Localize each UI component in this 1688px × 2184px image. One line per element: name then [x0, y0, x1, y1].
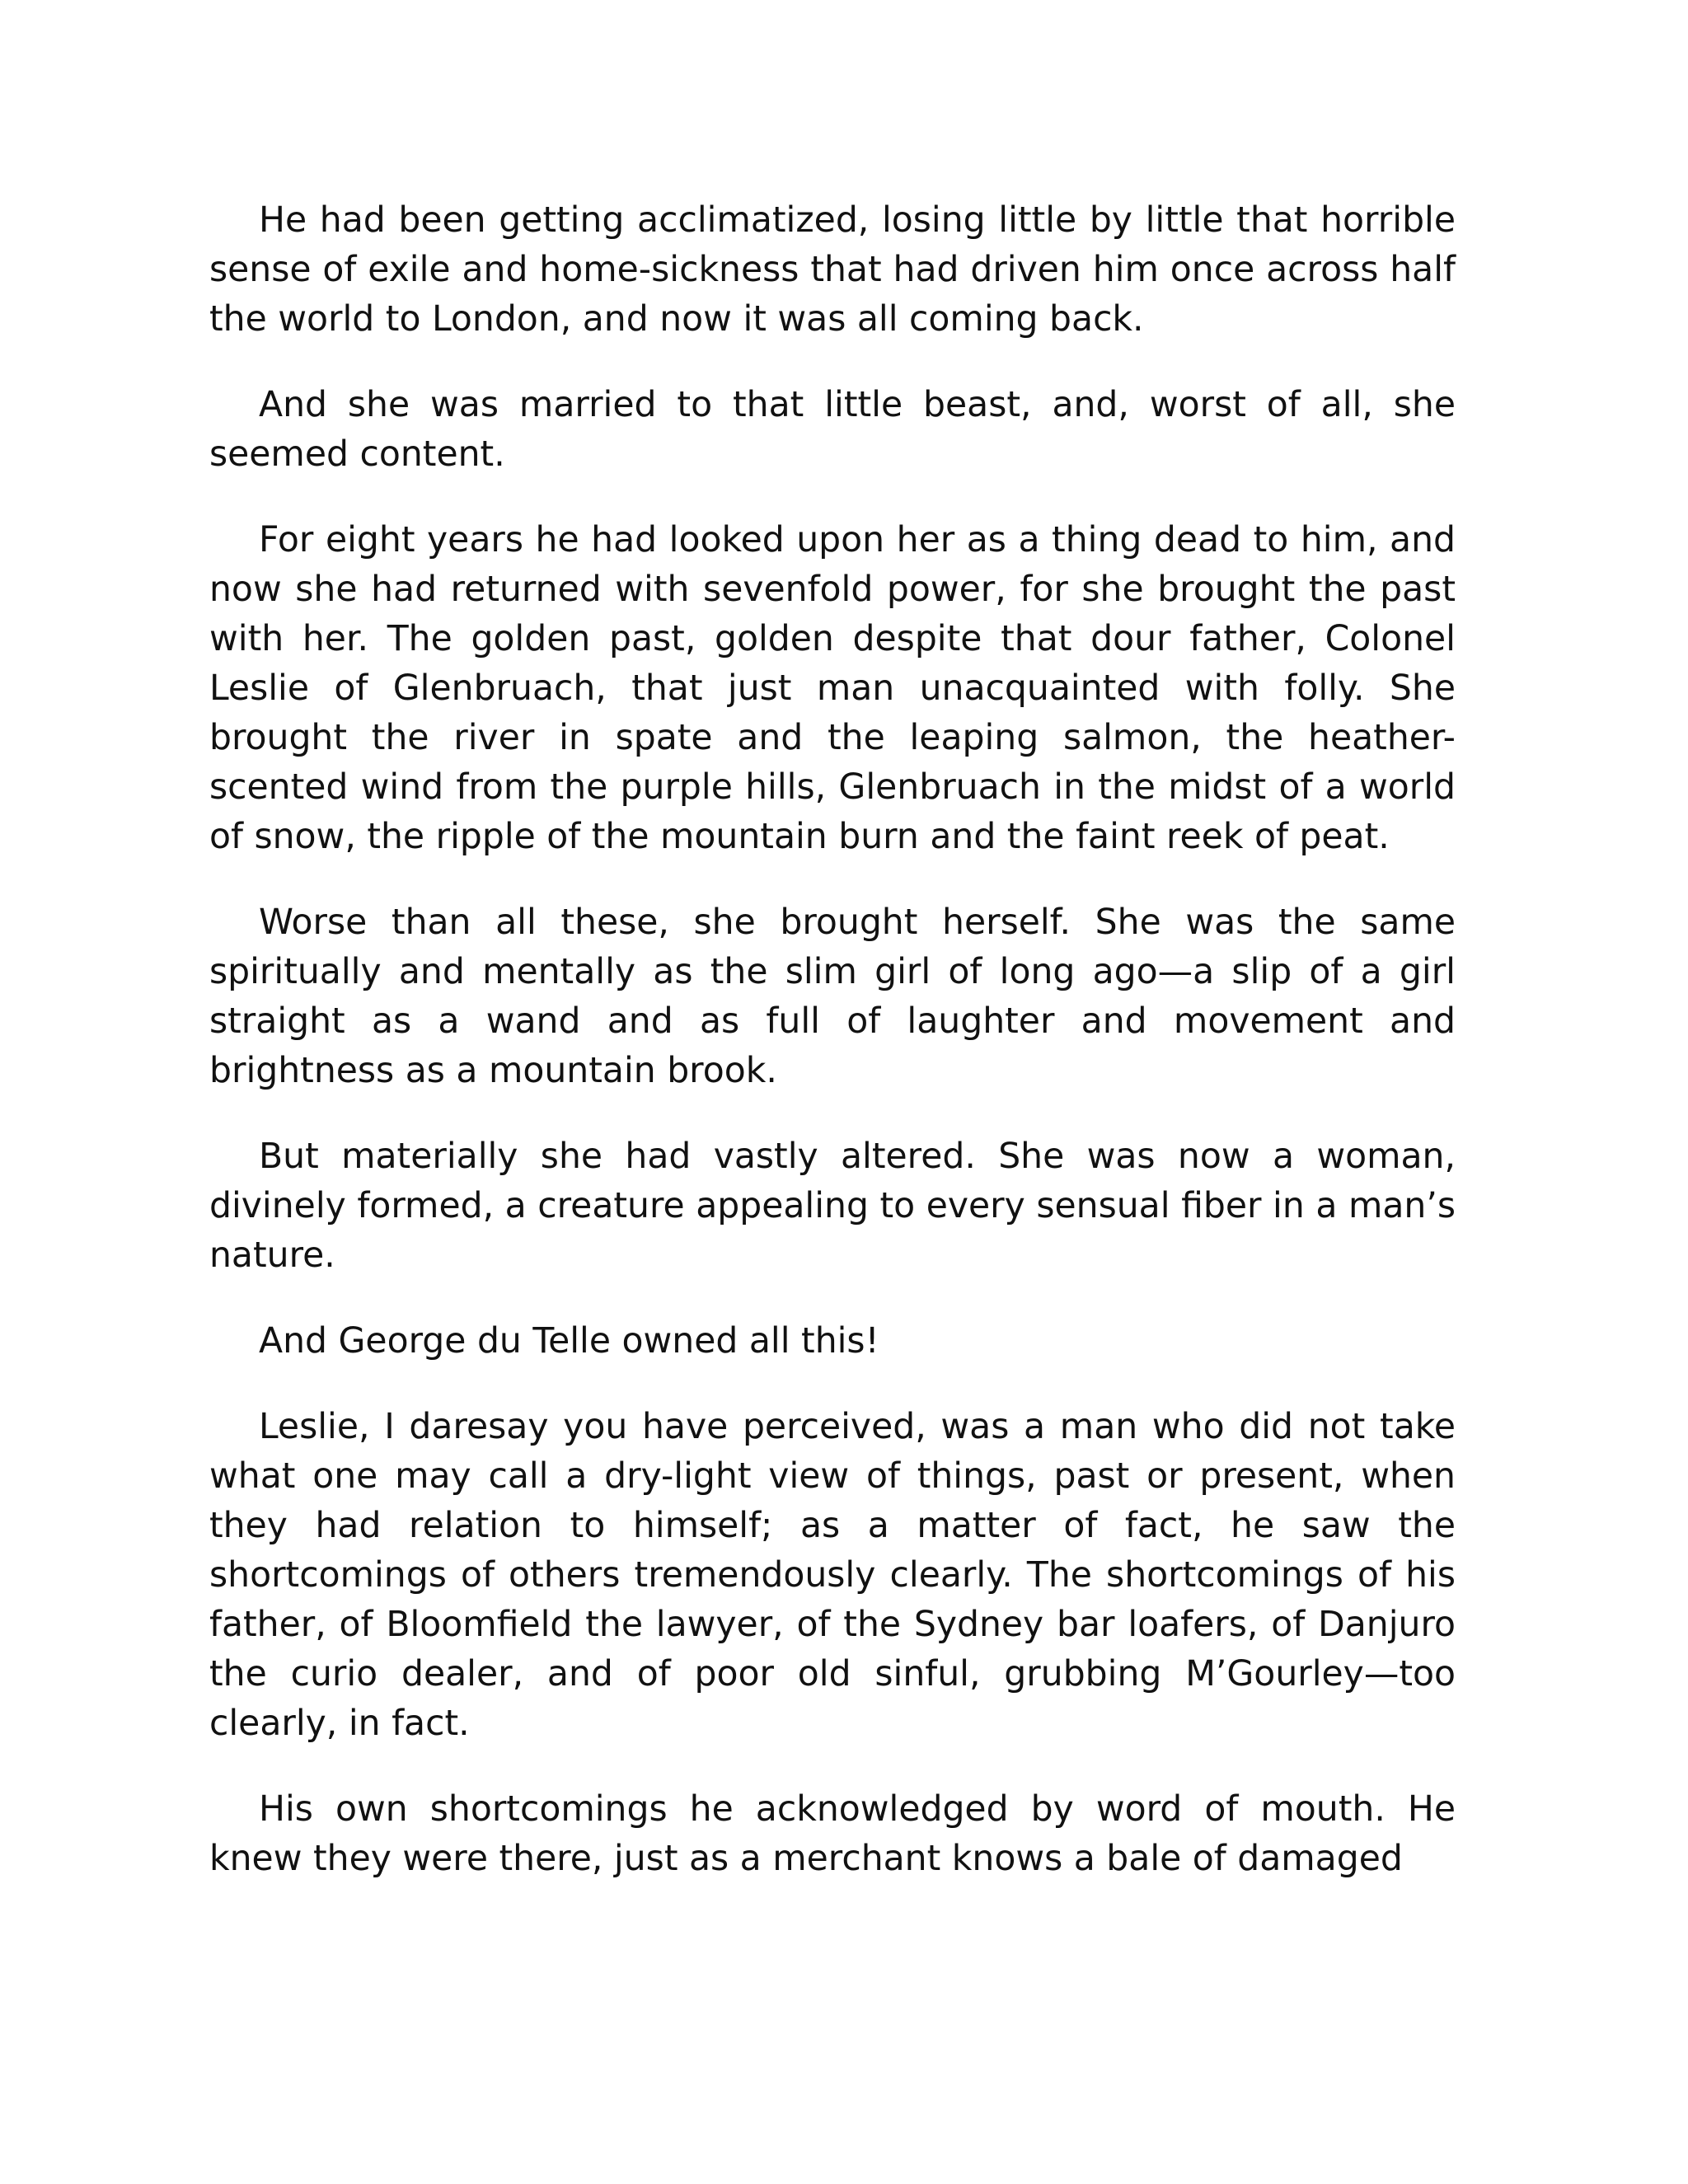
paragraph-5: But materially she had vastly altered. She was now a woman, divinely formed, a creature appealing to every sensual fiber in a man’s nature.	[209, 1137, 1456, 1276]
paragraph-8: His own shortcomings he acknowledged by word of mouth. He knew they were there, just as a merchant knows a bale of damaged	[209, 1789, 1456, 1879]
paragraph-1: He had been getting acclimatized, losing little by little that horrible sense of exile and home-sickness that had driven him once across half the world to London, and now it was all coming back.	[209, 200, 1456, 340]
paragraph-7: Leslie, I daresay you have perceived, was a man who did not take what one may call a dry-light view of things, past or present, when they had relation to himself; as a matter of fact, he saw the shortcomings of others tremendously clearly. The shortcomings of his father, of Bloomfield the lawyer, of the Sydney bar loafers, of Danjuro the curio dealer, and of poor old sinful, grubbing M’Gourley—too clearly, in fact.	[209, 1407, 1456, 1744]
paragraph-6: And George du Telle owned all this!	[259, 1321, 879, 1361]
paragraph-3: For eight years he had looked upon her as a thing dead to him, and now she had returned with sevenfold power, for she brought the past with her. The golden past, golden despite that dour father, Colonel Leslie of Glenbruach, that just man unacquainted with folly. She brought the river in spate and the leaping salmon, the heather-scented wind from the purple hills, Glenbruach in the midst of a world of snow, the ripple of the mountain burn and the faint reek of peat.	[209, 520, 1456, 857]
paragraph-4: Worse than all these, she brought herself. She was the same spiritually and mentally as the slim girl of long ago—a slip of a girl straight as a wand and as full of laughter and movement and brightness as a mountain brook.	[209, 902, 1456, 1091]
paragraph-2: And she was married to that little beast, and, worst of all, she seemed content.	[209, 385, 1456, 475]
page-text	[209, 196, 1456, 1920]
